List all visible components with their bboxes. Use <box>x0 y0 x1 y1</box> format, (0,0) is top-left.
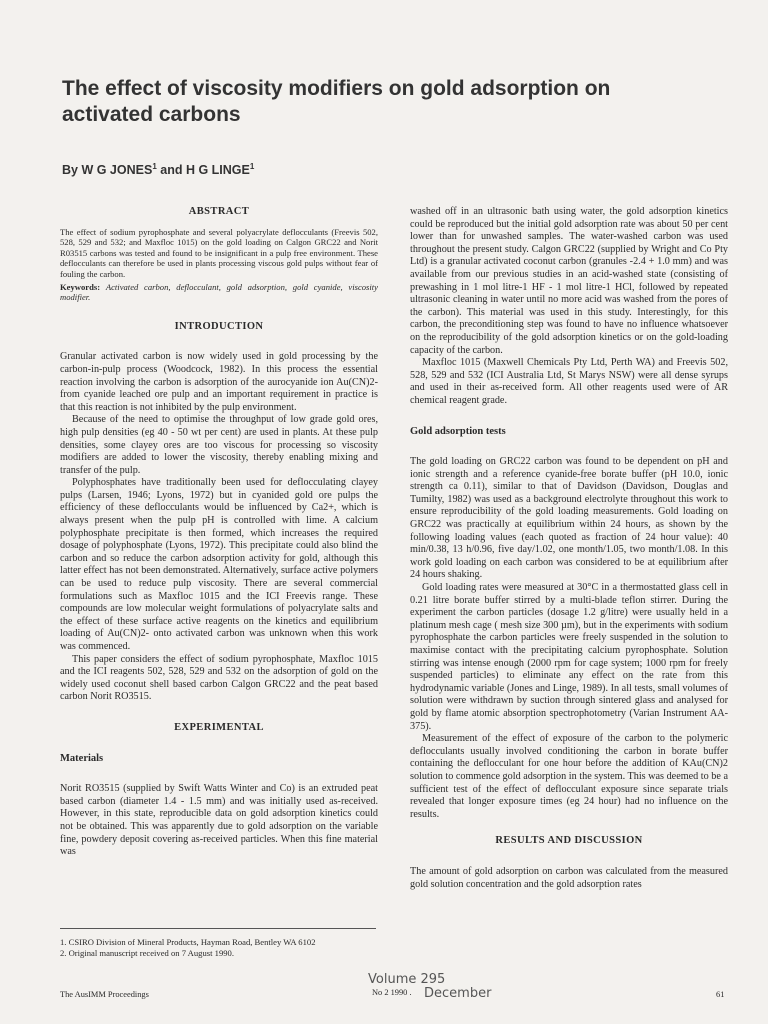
issue-number: No 2 1990 . <box>372 988 412 997</box>
keywords-text: Activated carbon, deflocculant, gold adsorption, gold cyanide, viscosity modifier. <box>60 281 378 303</box>
handwritten-month-note: December <box>424 986 492 1001</box>
author-1-footnote-mark: 1 <box>152 162 157 171</box>
footnote-divider <box>60 928 376 929</box>
introduction-heading: INTRODUCTION <box>174 320 264 332</box>
materials-heading: Materials <box>60 752 104 764</box>
paper-title: The effect of viscosity modifiers on gold adsorption on activated carbons <box>62 77 611 126</box>
footnote-2: 2. Original manuscript received on 7 August 1990. <box>60 948 234 958</box>
right-column <box>410 206 728 891</box>
tests-paragraph-3: Measurement of the effect of exposure of the carbon to the polymeric deflocculants usually involved conditioning the carbon in borate buffer containing the deflocculant for one hour before the addition of KAu(CN)2 solution to commence gold adsorption in the system. This was deemed to be a sufficient test of the effect of deflocculant exposure since separate trials revealed that longer exposure times (eg 24 hour) had no influence on the results. <box>410 733 728 820</box>
footnote-1: 1. CSIRO Division of Mineral Products, Hayman Road, Bentley WA 6102 <box>60 937 316 947</box>
experimental-heading: EXPERIMENTAL <box>174 721 264 733</box>
handwritten-volume-note: Volume 295 <box>368 972 446 987</box>
author-2-footnote-mark: 1 <box>249 162 255 171</box>
intro-paragraph-3: Polyphosphates have traditionally been used for deflocculating clayey pulps (Larsen, 1946; Lyons, 1972) but in cyanided gold ore pulps the efficiency of these deflocculants would be influenced by Ca2+, which is always present when the pulp pH is controlled with lime. A calcium polyphosphate precipitate is then formed, which increases the required dosage of polyphosphate (Lyons, 1972). This precipitate could also blind the carbon and so reduce the carbon adsorption activity for gold, although this latter effect has not been demonstrated. Alternatively, surface active polymers can be used to reduce pulp viscosity. There are several commercial formulations such as Maxfloc 1015 and the ICI Freevis range. These compounds are low molecular weight formulations of polyacrylate salts and the effect of these surface active reagents on the kinetics and equilibrium loading of Au(CN)2- onto activated carbon was unknown when this work was commenced. <box>60 477 378 652</box>
materials-paragraph-1: Norit RO3515 (supplied by Swift Watts Winter and Co) is an extruded peat based carbon (diameter 1.4 - 1.5 mm) and was initially used as-received. However, in this state, reproducible data on gold adsorption kinetics could not be obtained. This was apparently due to gold adsorption on the variable fine, powdery deposit covering as-received particles. When this fine material was <box>60 783 378 858</box>
continued-paragraph-1: washed off in an ultrasonic bath using water, the gold adsorption kinetics could be reproduced but the initial gold adsorption rate was about 50 per cent lower than for unwashed samples. The water-washed carbon was used throughout the present study. Calgon GRC22 (supplied by Wright and Co Pty Ltd) is a granular activated coconut carbon (granules -2.4 + 1.0 mm) and was available from our previous studies in an acid-washed state (consisting of prewashing in 1 mol litre-1 HF - 1 mol litre-1 HCl, followed by repeated ultrasonic cleaning in water until no more acid was washed from the pores of the carbon). This material was used in this study. Interestingly, for this carbon, the preconditioning step was found to have no influence whatsoever on the reproducibility of the gold adsorption kinetics or on the gold-loading capacity of the carbon. <box>410 206 728 356</box>
abstract-heading: ABSTRACT <box>188 206 250 217</box>
author-2: H G LINGE <box>185 163 250 178</box>
page-number: 61 <box>716 990 725 999</box>
intro-paragraph-4: This paper considers the effect of sodium pyrophosphate, Maxfloc 1015 and the ICI reagents 502, 528, 529 and 532 on the adsorption of gold on the widely used coconut shell based carbon Calgon GRC22 and the peat based carbon Norit RO3515. <box>60 653 378 703</box>
intro-paragraph-2: Because of the need to optimise the throughput of low grade gold ores, high pulp densities (eg 40 - 50 wt per cent) are used in plants. At these pulp densities, some clayey ores are too viscous for processing so viscosity modifiers are added to lower the viscosity, thereby enabling mixing and transfer of the pulp. <box>60 414 378 476</box>
left-column <box>60 206 378 859</box>
tests-paragraph-1: The gold loading on GRC22 carbon was found to be dependent on pH and ionic strength and a reference cyanide-free borate buffer (pH 10.0, ionic strength ca 0.11), similar to that of Davidson (Davidson, Douglas and Tumilty, 1982) was used as a background electrolyte throughout this work to ensure reproducibility of the gold loading measurements. Gold loading on GRC22 was practically at equilibrium within 24 hours, as shown by the following loading values (each quoted as fraction of 24 hour value): 40 min/0.38, 13 h/0.96, five day/1.02, one month/1.05, two month/1.08. In this work gold loading on each carbon was considered to be at equilibrium after 24 hours shaking. <box>410 456 728 581</box>
by-label: By <box>62 163 78 178</box>
intro-paragraph-1: Granular activated carbon is now widely used in gold processing by the carbon-in-pulp process (Woodcock, 1982). In this process the essential reaction involving the carbon is adsorption of the aurocyanide ion Au(CN)2- from cyanide leached ore pulp and an important requirement in practice is that this reaction is not inhibited by the pulp environment. <box>60 351 378 413</box>
gold-adsorption-tests-heading: Gold adsorption tests <box>410 425 506 437</box>
and-label: and <box>160 163 183 178</box>
author-line <box>62 162 254 177</box>
continued-paragraph-2: Maxfloc 1015 (Maxwell Chemicals Pty Ltd, Perth WA) and Freevis 502, 528, 529 and 532 (ICI Australia Ltd, St Marys NSW) were all dense syrups and used in their as-received form. All other reagents used were of AR chemical reagent grade. <box>410 357 728 406</box>
abstract-text: The effect of sodium pyrophosphate and several polyacrylate deflocculants (Freevis 502, 528, 529 and 532; and Maxfloc 1015) on the gold loading on Calgon GRC22 and Norit R03515 carbons was tested and found to be insignificant in a pulp free environment. These deflocculants can therefore be used in plants processing viscous gold pulps without fear of fouling the carbon. <box>60 226 378 279</box>
author-1: W G JONES <box>81 163 153 178</box>
results-heading: RESULTS AND DISCUSSION <box>495 835 643 847</box>
keywords <box>60 282 378 303</box>
tests-paragraph-2: Gold loading rates were measured at 30°C in a thermostatted glass cell in 0.21 litre borate buffer stirred by a multi-blade teflon stirrer. During the experiment the carbon particles (dosage 1.2 g/litre) were usually held in a platinum mesh cage ( mesh size 300 µm), but in the experiments with sodium pyrophosphate the carbon particles were freely suspended in the solution to maximise contact with the precipitating calcium pyrophosphate. Solution stirring was intense enough (2000 rpm for cage system; 1000 rpm for freely suspended particles) to eliminate any effect on the rate from this hydrodynamic variable (Jones and Linge, 1989). In all tests, small volumes of solution were withdrawn by suction through sintered glass and analysed for gold by flame atomic absorption spectrophotometry (Varian Instrument AA-375). <box>410 582 728 732</box>
footnotes <box>60 937 390 959</box>
keywords-label: Keywords: <box>60 281 101 292</box>
results-paragraph-1: The amount of gold adsorption on carbon was calculated from the measured gold solution concentration and the gold adsorption rates <box>410 865 728 890</box>
journal-name: The AusIMM Proceedings <box>60 990 149 999</box>
